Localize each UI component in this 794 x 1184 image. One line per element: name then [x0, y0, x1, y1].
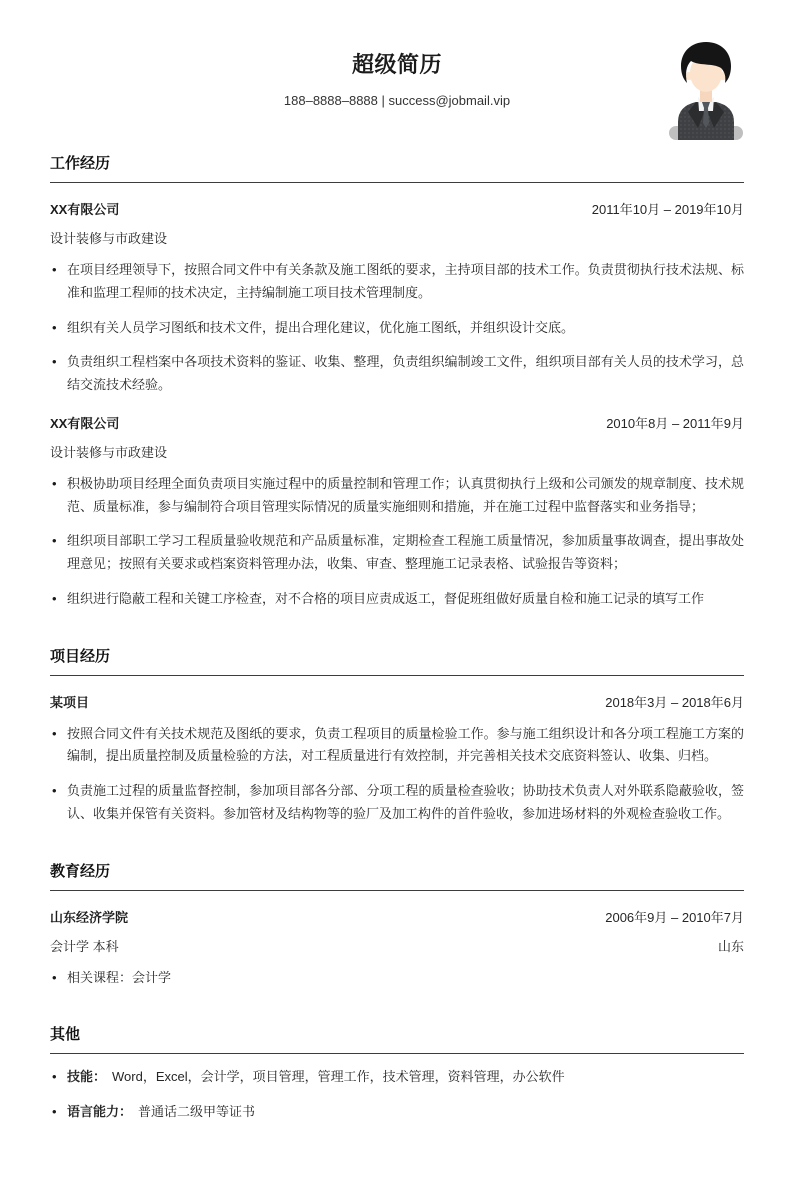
entry-subtitle: 会计学 本科	[50, 938, 119, 954]
bullet-item: • 负责组织工程档案中各项技术资料的鉴证、收集、整理，负责组织编制竣工文件，组织项目部有关人员的技术学习，总结交流技术经验。	[50, 351, 744, 397]
entry-heading: 山东经济学院	[50, 909, 129, 925]
section-title: 工作经历	[50, 152, 744, 183]
page-title: 超级简历	[351, 52, 442, 77]
section-title: 项目经历	[50, 645, 744, 676]
profile-photo	[668, 40, 744, 140]
section-title: 教育经历	[50, 860, 744, 891]
entry	[50, 1066, 744, 1124]
entry	[50, 199, 744, 397]
bullet-item	[50, 1101, 744, 1124]
entry-heading: 某项目	[50, 694, 90, 710]
entry-head	[50, 413, 744, 432]
entry-subtitle: 设计装修与市政建设	[50, 444, 168, 460]
contact-line: 188–8888–8888 | success@jobmail.vip	[283, 93, 511, 108]
entry-date: 2011年10月 – 2019年10月	[591, 202, 744, 217]
resume-header	[50, 40, 744, 108]
entry-head	[50, 199, 744, 218]
bullet-item: • 组织有关人员学习图纸和技术文件，提出合理化建议，优化施工图纸，并组织设计交底。	[50, 317, 744, 340]
resume-section	[50, 645, 744, 826]
entry-heading: XX有限公司	[50, 202, 120, 217]
bullet-text: 普通话二级甲等证书	[138, 1104, 256, 1119]
bullet-label: 语言能力：	[67, 1104, 133, 1119]
bullet-item: • 组织项目部职工学习工程质量验收规范和产品质量标准，定期检查工程施工质量情况，参加质量事故调查，提出事故处理意见；按照有关要求或档案资料管理办法，收集、审查、整理施工记录表格、试验报告等资料；	[50, 530, 744, 576]
section-title: 其他	[50, 1023, 744, 1054]
entry-heading: XX有限公司	[50, 415, 120, 431]
bullet-item	[50, 1066, 744, 1089]
bullet-item: • 在项目经理领导下，按照合同文件中有关条款及施工图纸的要求，主持项目部的技术工作。负责贯彻执行技术法规、标准和监理工程师的技术决定，主持编制施工项目技术管理制度。	[50, 259, 744, 305]
entry-location: 山东	[717, 938, 744, 954]
bullet-list	[50, 723, 744, 826]
bullet-text: Word，Excel，会计学，项目管理，管理工作，技术管理，资料管理，办公软件	[112, 1069, 565, 1085]
bullet-item: • 负责施工过程的质量监督控制，参加项目部各分部、分项工程的质量检查验收；协助技术负责人对外联系隐蔽验收，签认、收集并保管有关资料。参加管材及结构物等的验厂及加工构件的首件验收，参加进场材料的外观检查验收工作。	[50, 780, 744, 826]
entry-subtitle-row	[50, 228, 744, 247]
entry-date: 2018年3月 – 2018年6月	[605, 694, 744, 710]
bullet-label: 技能：	[67, 1069, 107, 1085]
person-avatar-icon	[668, 40, 744, 140]
resume-section	[50, 860, 744, 990]
bullet-item: • 按照合同文件有关技术规范及图纸的要求，负责工程项目的质量检验工作。参与施工组织设计和各分项工程施工方案的编制，提出质量控制及质量检验的方法，对工程质量进行有效控制，并完善相关技术交底资料签认、收集、归档。	[50, 723, 744, 769]
entry-subtitle-row	[50, 936, 744, 955]
entry	[50, 413, 744, 611]
entry-subtitle: 设计装修与市政建设	[50, 231, 168, 246]
bullet-item: • 组织进行隐蔽工程和关键工序检查，对不合格的项目应责成返工，督促班组做好质量自检和施工记录的填写工作	[50, 588, 744, 611]
entry-date: 2006年9月 – 2010年7月	[605, 909, 744, 925]
bullet-list	[50, 1066, 744, 1124]
entry-date: 2010年8月 – 2011年9月	[606, 415, 744, 431]
entry-subtitle-row	[50, 442, 744, 461]
entry	[50, 692, 744, 826]
entry	[50, 907, 744, 990]
resume-section	[50, 1023, 744, 1124]
bullet-list	[50, 967, 744, 990]
entry-head	[50, 692, 744, 711]
bullet-list	[50, 473, 744, 611]
bullet-list	[50, 259, 744, 397]
sections	[50, 152, 744, 1124]
resume-section	[50, 152, 744, 611]
bullet-item: • 积极协助项目经理全面负责项目实施过程中的质量控制和管理工作；认真贯彻执行上级和公司颁发的规章制度、技术规范、质量标准，参与编制符合项目管理实际情况的质量实施细则和措施，并在施工过程中监督落实和业务指导；	[50, 473, 744, 519]
bullet-item: • 相关课程：会计学	[50, 967, 744, 990]
entry-head	[50, 907, 744, 926]
